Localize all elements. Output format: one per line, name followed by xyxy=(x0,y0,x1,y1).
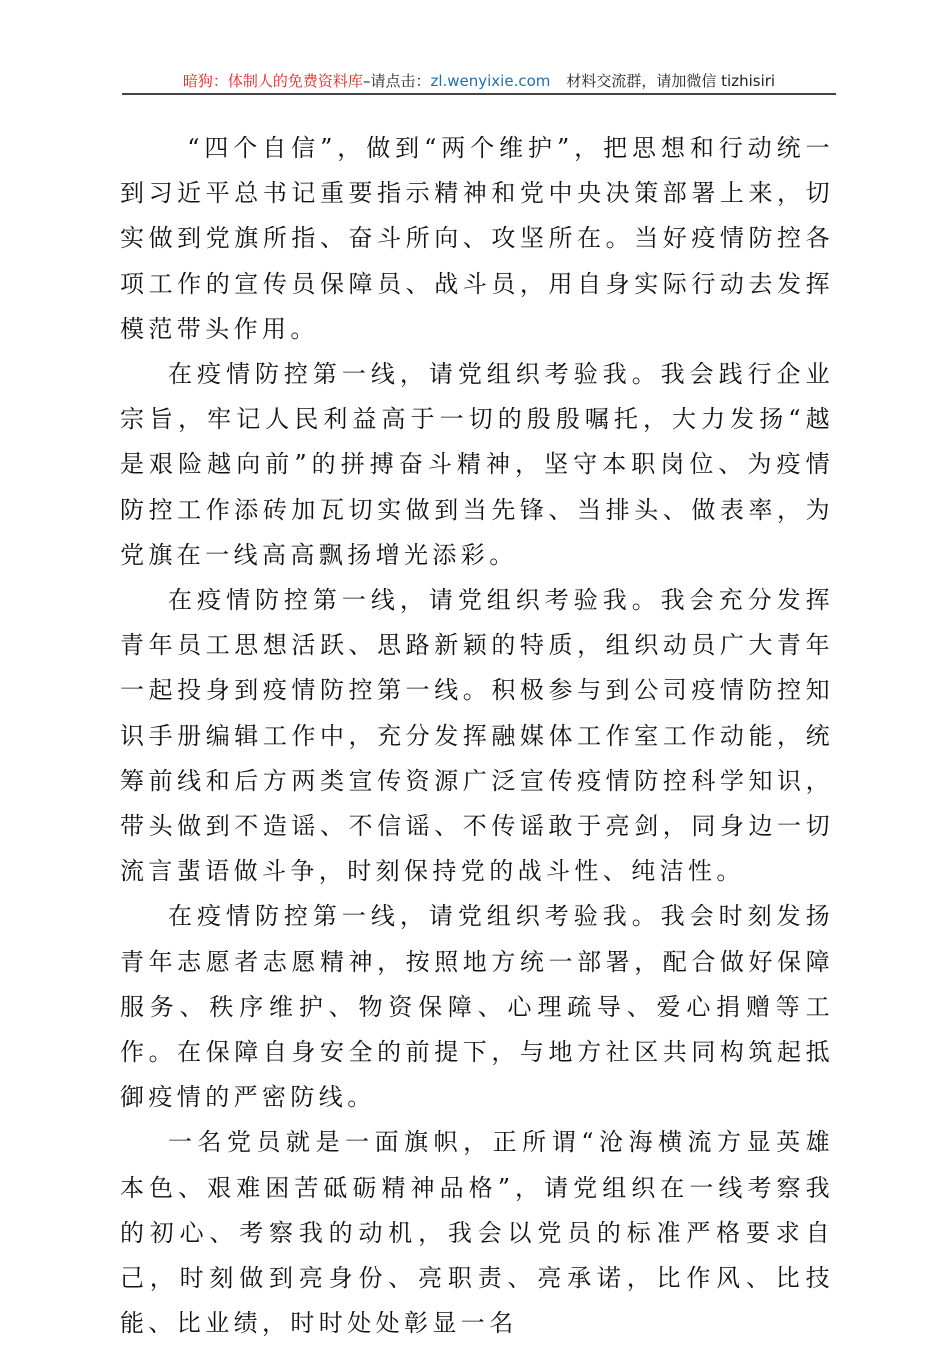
paragraph-3: 在疫情防控第一线，请党组织考验我。我会充分发挥青年员工思想活跃、思路新颖的特质，组织动员广大青年一起投身到疫情防控第一线。积极参与到公司疫情防控知识手册编辑工作中，充分发挥融媒体工作室工作动能，统筹前线和后方两类宣传资源广泛宣传疫情防控科学知识，带头做到不造谣、不信谣、不传谣敢于亮剑，同身边一切流言蜚语做斗争，时刻保持党的战斗性、纯洁性。 xyxy=(120,586,834,886)
header-brand: 暗狗：体制人的免费资料库 xyxy=(182,72,363,90)
document-body xyxy=(120,126,834,1346)
header-divider xyxy=(122,93,836,95)
paragraph-2: 在疫情防控第一线，请党组织考验我。我会践行企业宗旨，牢记人民利益高于一切的殷殷嘱托，大力发扬“越是艰险越向前”的拼搏奋斗精神，坚守本职岗位、为疫情防控工作添砖加瓦切实做到当先锋、当排头、做表率，为党旗在一线高高飘扬增光添彩。 xyxy=(120,360,834,569)
paragraph-1: “四个自信”，做到“两个维护”，把思想和行动统一到习近平总书记重要指示精神和党中央决策部署上来，切实做到党旗所指、奋斗所向、攻坚所在。当好疫情防控各项工作的宣传员保障员、战斗员，用自身实际行动去发挥模范带头作用。 xyxy=(120,134,834,343)
header-link[interactable]: zl.wenyixie.com xyxy=(430,72,551,90)
paragraph-5: 一名党员就是一面旗帜，正所谓“沧海横流方显英雄本色、艰难困苦砥砺精神品格”，请党组织在一线考察我的初心、考察我的动机，我会以党员的标准严格要求自己，时刻做到亮身份、亮职责、亮承诺，比作风、比技能、比业绩，时时处处彰显一名 xyxy=(120,1128,834,1338)
paragraph-4: 在疫情防控第一线，请党组织考验我。我会时刻发扬青年志愿者志愿精神，按照地方统一部署，配合做好保障服务、秩序维护、物资保障、心理疏导、爱心捐赠等工作。在保障自身安全的前提下，与地方社区共同构筑起抵御疫情的严密防线。 xyxy=(120,902,834,1112)
header-group-note: 材料交流群，请加微信 tizhisiri xyxy=(566,72,776,90)
header-click-prompt: –请点击： xyxy=(362,72,431,90)
page-header xyxy=(122,70,836,92)
